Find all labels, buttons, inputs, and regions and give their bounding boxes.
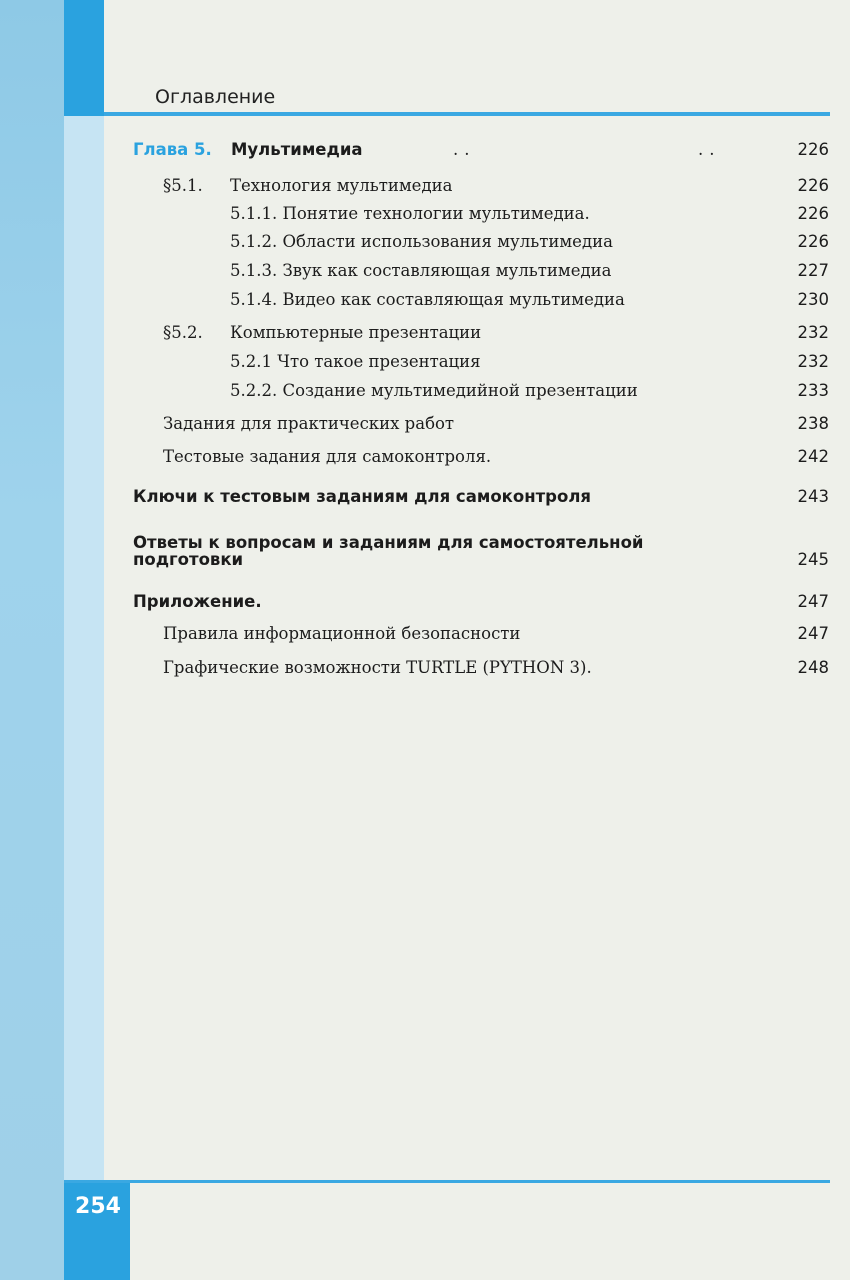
chapter-prefix: Глава 5. xyxy=(133,140,212,159)
toc-chapter-row xyxy=(0,136,850,164)
chapter-dots-a: .. xyxy=(453,140,476,159)
toc-entry-title: 5.1.3. Звук как составляющая мультимедиа xyxy=(230,261,612,280)
page-header-title: Оглавление xyxy=(155,86,276,108)
toc-entry-title: 5.2.1 Что такое презентация xyxy=(230,352,481,371)
keys-page: 243 xyxy=(797,487,829,506)
header-rule xyxy=(104,112,830,116)
toc-entry xyxy=(0,172,850,200)
chapter-dots-b: .. xyxy=(698,140,721,159)
toc-appendix-row xyxy=(0,588,850,616)
toc-entry-title: 5.1.4. Видео как составляющая мультимедиа xyxy=(230,290,625,309)
toc-entry xyxy=(0,348,850,376)
toc-entry-title: Технология мультимедиа xyxy=(230,176,453,195)
toc-entry-title: Графические возможности TURTLE (PYTHON 3). xyxy=(163,658,592,677)
appendix-page: 247 xyxy=(797,592,829,611)
toc-entry xyxy=(0,257,850,285)
toc-section-number: §5.1. xyxy=(163,176,203,195)
toc-entry-title: 5.2.2. Создание мультимедийной презентации xyxy=(230,381,638,400)
toc-entry xyxy=(0,620,850,648)
answers-page: 245 xyxy=(797,550,829,569)
page-number: 254 xyxy=(75,1194,121,1219)
toc-entry xyxy=(0,200,850,228)
chapter-title: Мультимедиа xyxy=(231,140,363,159)
toc-entry-page: 232 xyxy=(797,352,829,371)
appendix-title: Приложение. xyxy=(133,592,262,611)
toc-entry-title: Задания для практических работ xyxy=(163,414,455,433)
answers-title-line2: подготовки xyxy=(133,550,244,569)
toc-entry xyxy=(0,410,850,438)
toc-entry-page: 247 xyxy=(797,624,829,643)
toc-entry-page: 233 xyxy=(797,381,829,400)
toc-entry-title: Компьютерные презентации xyxy=(230,323,482,342)
toc-entry-page: 230 xyxy=(797,290,829,309)
footer-rule xyxy=(64,1180,830,1183)
toc-entry-page: 242 xyxy=(797,447,829,466)
toc-entry xyxy=(0,228,850,256)
keys-title: Ключи к тестовым заданиям для самоконтроля xyxy=(133,487,591,506)
toc-entry-title: Правила информационной безопасности xyxy=(163,624,521,643)
toc-keys-row xyxy=(0,483,850,511)
toc-entry xyxy=(0,377,850,405)
toc-entry-title: 5.1.2. Области использования мультимедиа xyxy=(230,232,613,251)
toc-entry-page: 238 xyxy=(797,414,829,433)
answers-title-line1: Ответы к вопросам и заданиям для самостоятельной xyxy=(133,533,644,552)
toc-section-number: §5.2. xyxy=(163,323,203,342)
toc-entry xyxy=(0,319,850,347)
toc-entry-page: 232 xyxy=(797,323,829,342)
toc-entry-page: 227 xyxy=(797,261,829,280)
toc-entry-page: 226 xyxy=(797,176,829,195)
toc-entry xyxy=(0,443,850,471)
toc-entry xyxy=(0,654,850,682)
toc-entry xyxy=(0,286,850,314)
toc-entry-title: Тестовые задания для самоконтроля. xyxy=(163,447,492,466)
toc-entry-page: 226 xyxy=(797,204,829,223)
toc-entry-page: 226 xyxy=(797,232,829,251)
toc-answers-row-2 xyxy=(0,546,850,574)
toc-entry-page: 248 xyxy=(797,658,829,677)
chapter-page: 226 xyxy=(797,140,829,159)
header-tab xyxy=(64,0,104,116)
toc-entry-title: 5.1.1. Понятие технологии мультимедиа. xyxy=(230,204,590,223)
